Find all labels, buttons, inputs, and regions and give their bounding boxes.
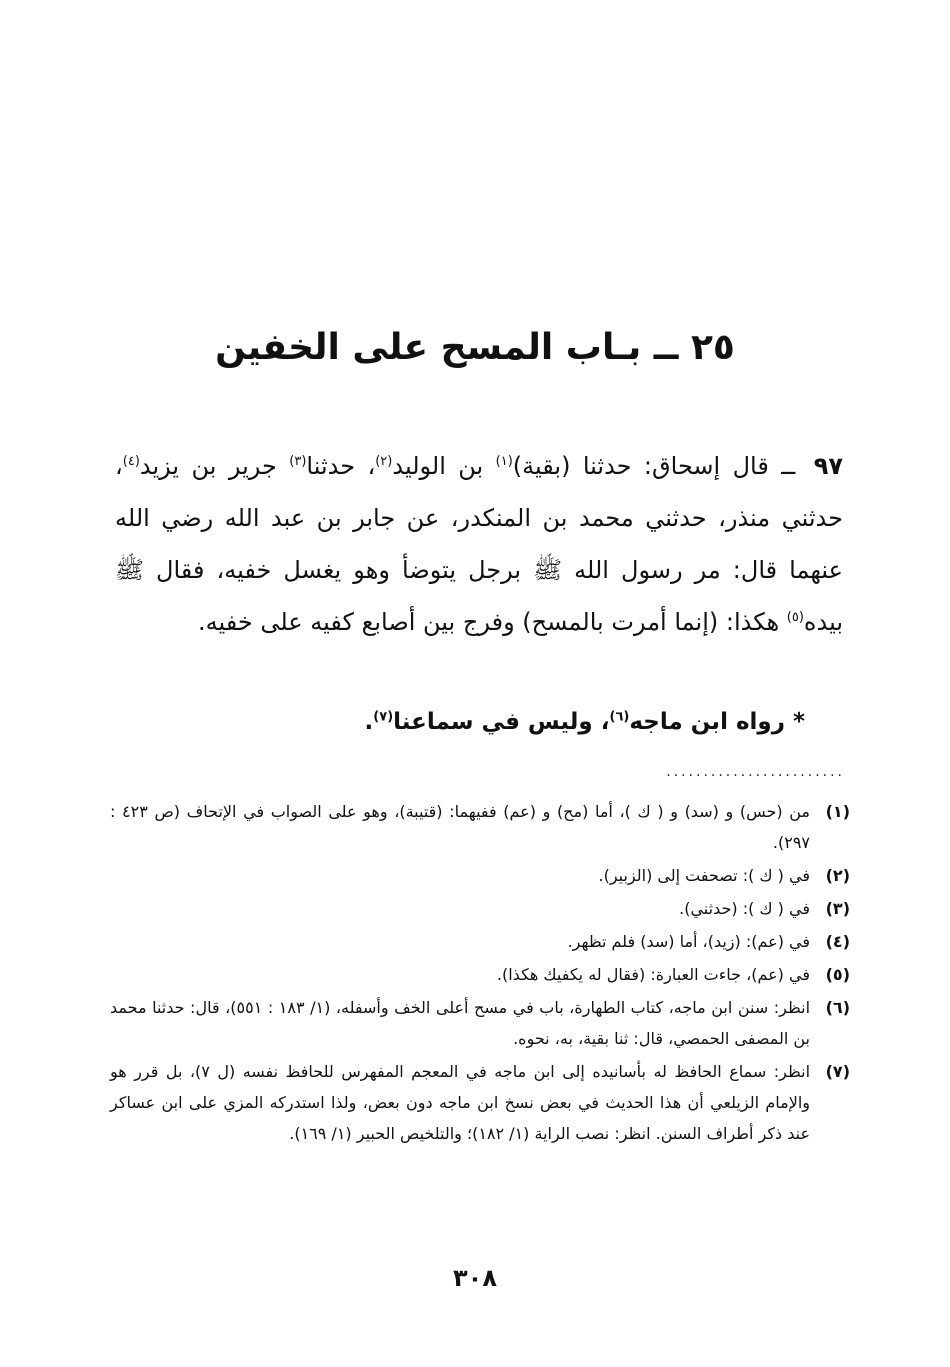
- footnote-ref-5[interactable]: (٥): [786, 610, 804, 625]
- footnote-number: (٢): [825, 866, 850, 885]
- footnote-text: في ( ك ): تصحفت إلى (الزبير).: [598, 866, 810, 885]
- hadith-number: ٩٧: [813, 452, 844, 480]
- footnote-ref-2[interactable]: (٢): [375, 454, 393, 469]
- footnote-text: من (حس) و (سد) و ( ك )، أما (مح) و (عم) ففيهما: (قتيبة)، وهو على الصواب في الإتحاف (ص ٤٢٣ : ٢٩٧).: [110, 802, 811, 852]
- footnote-number: (٥): [825, 965, 850, 984]
- hadith-text-segment: هكذا: (إنما أمرت بالمسح) وفرج بين أصابع كفيه على خفيه.: [198, 608, 787, 636]
- footnote-text: انظر: سنن ابن ماجه، كتاب الطهارة، باب في مسح أعلى الخف وأسفله، (١/ ١٨٣ : ٥٥١)، قال: حدثنا محمد بن المصفى الحمصي، قال: ثنا بقية، به، نحوه.: [110, 998, 811, 1048]
- footnote-ref-6[interactable]: (٦): [609, 709, 630, 725]
- page-number: ٣٠٨: [453, 1264, 497, 1292]
- footnote-text: في ( ك ): (حدثني).: [679, 899, 810, 918]
- footnote-number: (١): [825, 802, 850, 821]
- hadith-text: [115, 440, 843, 648]
- footnote-ref-3[interactable]: (٣): [289, 454, 307, 469]
- hadith-text-segment: ، حدثنا: [306, 452, 376, 480]
- footnote-number: (٧): [825, 1062, 850, 1081]
- footnote-ref-7[interactable]: (٧): [373, 709, 394, 725]
- footnote-text: في (عم): (زيد)، أما (سد) فلم تظهر.: [567, 932, 810, 951]
- footnote-2: [110, 860, 850, 891]
- footnote-ref-1[interactable]: (١): [495, 454, 513, 469]
- footnote-4: [110, 926, 850, 957]
- footnote-number: (٦): [825, 998, 850, 1017]
- hadith-text-segment: بن الوليد: [392, 452, 496, 480]
- hadith-text-segment: ــ قال إسحاق: حدثنا (بقية): [512, 452, 808, 480]
- riwayah-segment: .: [364, 709, 374, 735]
- footnote-5: [110, 959, 850, 990]
- footnote-ref-4[interactable]: (٤): [122, 454, 140, 469]
- chapter-title: ٢٥ ــ بـاب المسح على الخفين: [215, 327, 735, 368]
- riwayah-segment: * رواه ابن ماجه: [629, 709, 805, 735]
- footnotes-list: [110, 796, 850, 1151]
- footnote-1: [110, 796, 850, 858]
- footnote-separator: ........................: [666, 764, 845, 780]
- footnote-text: في (عم)، جاءت العبارة: (فقال له يكفيك هكذا).: [496, 965, 810, 984]
- riwayah-segment: ، وليس في سماعنا: [393, 709, 610, 735]
- footnote-number: (٤): [825, 932, 850, 951]
- hadith-text-segment: ، حدثني منذر، حدثني محمد بن المنكدر، عن جابر بن عبد الله رضي الله عنهما قال: مر رسول الله ﷺ برجل يتوضأ وهو يغسل خفيه، فقال ﷺ بيده: [115, 452, 843, 636]
- footnote-text: انظر: سماع الحافظ له بأسانيده إلى ابن ماجه في المعجم المفهرس للحافظ نفسه (ل ٧)، بل قرر هو والإمام الزيلعي أن هذا الحديث في بعض نسخ ابن ماجه دون بعض، ولذا استدركه المزي على ابن عساكر عند ذكر أطراف السنن. انظر: نصب الراية (١/ ١٨٢)؛ والتلخيص الحبير (١/ ١٦٩).: [110, 1062, 811, 1143]
- hadith-text-segment: جرير بن يزيد: [139, 452, 290, 480]
- footnote-3: [110, 893, 850, 924]
- footnote-6: [110, 992, 850, 1054]
- footnote-7: [110, 1056, 850, 1149]
- footnote-number: (٣): [825, 899, 850, 918]
- riwayah-note: [115, 696, 805, 748]
